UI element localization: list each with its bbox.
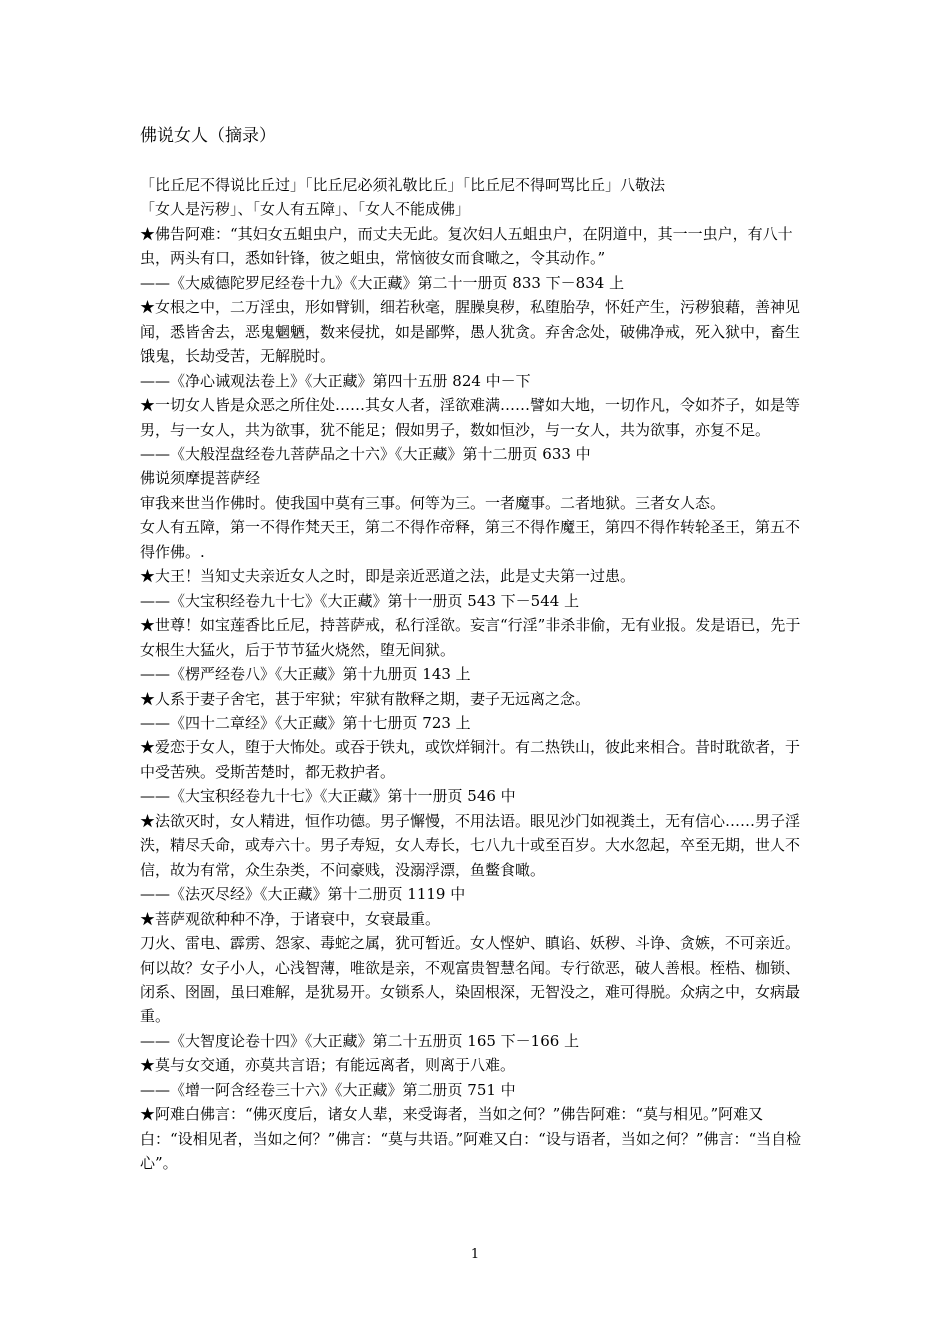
citation: ——《净心诫观法卷上》《大正藏》第四十五册 824 中－下 <box>140 371 531 390</box>
paragraph: ★女根之中，二万淫虫，形如臂钏，细若秋毫，腥臊臭秽，私堕胎孕，怀妊产生，污秽狼藉，善神见闻，悉皆舍去，恶鬼魍魉，数来侵扰，如是鄙弊，愚人犹贪。弃舍念处，破佛净戒，死入狱中，畜生饿鬼，长劫受苦，无解脱时。 <box>140 298 801 366</box>
paragraph: 刀火、雷电、霹雳、怨家、毒蛇之属，犹可暂近。女人悭妒、瞋谄、妖秽、斗诤、贪嫉，不可亲近。何以故？女子小人，心浅智薄，唯欲是亲，不观富贵智慧名闻。专行欲恶，破人善根。桎梏、枷锁、闭系、囹圄，虽曰难解，是犹易开。女锁系人，染固根深，无智没之，难可得脱。众病之中，女病最重。 <box>140 934 801 1026</box>
citation: ——《法灭尽经》《大正藏》第十二册页 1119 中 <box>140 885 466 904</box>
document-title: 佛说女人（摘录） <box>140 126 276 146</box>
paragraph: ★爱恋于女人，堕于大怖处。或吞于铁丸，或饮烊铜汁。有二热铁山，彼此来相合。昔时耽欲者，于中受苦殃。受斯苦楚时，都无救护者。 <box>140 738 801 781</box>
citation: ——《四十二章经》《大正藏》第十七册页 723 上 <box>140 713 471 732</box>
citation: ——《大威德陀罗尼经卷十九》《大正藏》第二十一册页 833 下－834 上 <box>140 273 625 292</box>
citation: ——《大宝积经卷九十七》《大正藏》第十一册页 543 下－544 上 <box>140 591 580 610</box>
paragraph: 审我来世当作佛时。使我国中莫有三事。何等为三。一者魔事。二者地狱。三者女人态。 <box>140 493 726 512</box>
page-number: 1 <box>470 1247 480 1262</box>
paragraph: 「女人是污秽」、「女人有五障」、「女人不能成佛」 <box>140 200 471 219</box>
citation: ——《楞严经卷八》《大正藏》第十九册页 143 上 <box>140 665 471 684</box>
paragraph: ★法欲灭时，女人精进，恒作功德。男子懈慢，不用法语。眼见沙门如视粪土，无有信心……男子淫泆，精尽夭命，或寿六十。男子寿短，女人寿长，七八九十或至百岁。大水忽起，卒至无期，世人不信，故为有常，众生杂类，不问豪贱，没溺浮漂，鱼鳖食噉。 <box>140 811 801 879</box>
paragraph: ★菩萨观欲种种不净，于诸衰中，女衰最重。 <box>140 909 441 928</box>
document-body <box>140 173 810 1176</box>
citation: ——《大般涅盘经卷九菩萨品之十六》《大正藏》第十二册页 633 中 <box>140 444 591 463</box>
citation: ——《大智度论卷十四》《大正藏》第二十五册页 165 下－166 上 <box>140 1031 580 1050</box>
paragraph: 「比丘尼不得说比丘过」「比丘尼必须礼敬比丘」「比丘尼不得呵骂比丘」八敬法 <box>140 176 666 194</box>
paragraph: ★人系于妻子舍宅，甚于牢狱；牢狱有散释之期，妻子无远离之念。 <box>140 689 591 708</box>
citation: ——《大宝积经卷九十七》《大正藏》第十一册页 546 中 <box>140 787 516 806</box>
paragraph: ★大王！当知丈夫亲近女人之时，即是亲近恶道之法，此是丈夫第一过患。 <box>140 567 636 586</box>
paragraph: ★莫与女交通，亦莫共言语；有能远离者，则离于八难。 <box>140 1056 516 1075</box>
section-heading: 佛说须摩提菩萨经 <box>140 469 261 488</box>
paragraph: ★一切女人皆是众恶之所住处……其女人者，淫欲难满……譬如大地，一切作凡，令如芥子，如是等男，与一女人，共为欲事，犹不能足；假如男子，数如恒沙，与一女人，共为欲事，亦复不足。 <box>140 396 801 439</box>
paragraph: ★佛告阿难：“其妇女五蛆虫户，而丈夫无此。复次妇人五蛆虫户，在阴道中，其一一虫户，有八十虫，两头有口，悉如针锋，彼之蛆虫，常恼彼女而食噉之，令其动作。” <box>140 224 793 268</box>
paragraph: ★阿难白佛言：“佛灭度后，诸女人辈，来受诲者，当如之何？”佛告阿难：“莫与相见。”阿难又白：“设相见者，当如之何？”佛言：“莫与共语。”阿难又白：“设与语者，当如之何？”佛言：“当自检心”。 <box>140 1105 802 1173</box>
citation: ——《增一阿含经卷三十六》《大正藏》第二册页 751 中 <box>140 1080 516 1099</box>
paragraph: ★世尊！如宝莲香比丘尼，持菩萨戒，私行淫欲。妄言“行淫”非杀非偷，无有业报。发是语已，先于女根生大猛火，后于节节猛火烧然，堕无间狱。 <box>140 616 801 659</box>
paragraph: 女人有五障，第一不得作梵天王，第二不得作帝释，第三不得作魔王，第四不得作转轮圣王，第五不得作佛。. <box>140 518 801 561</box>
